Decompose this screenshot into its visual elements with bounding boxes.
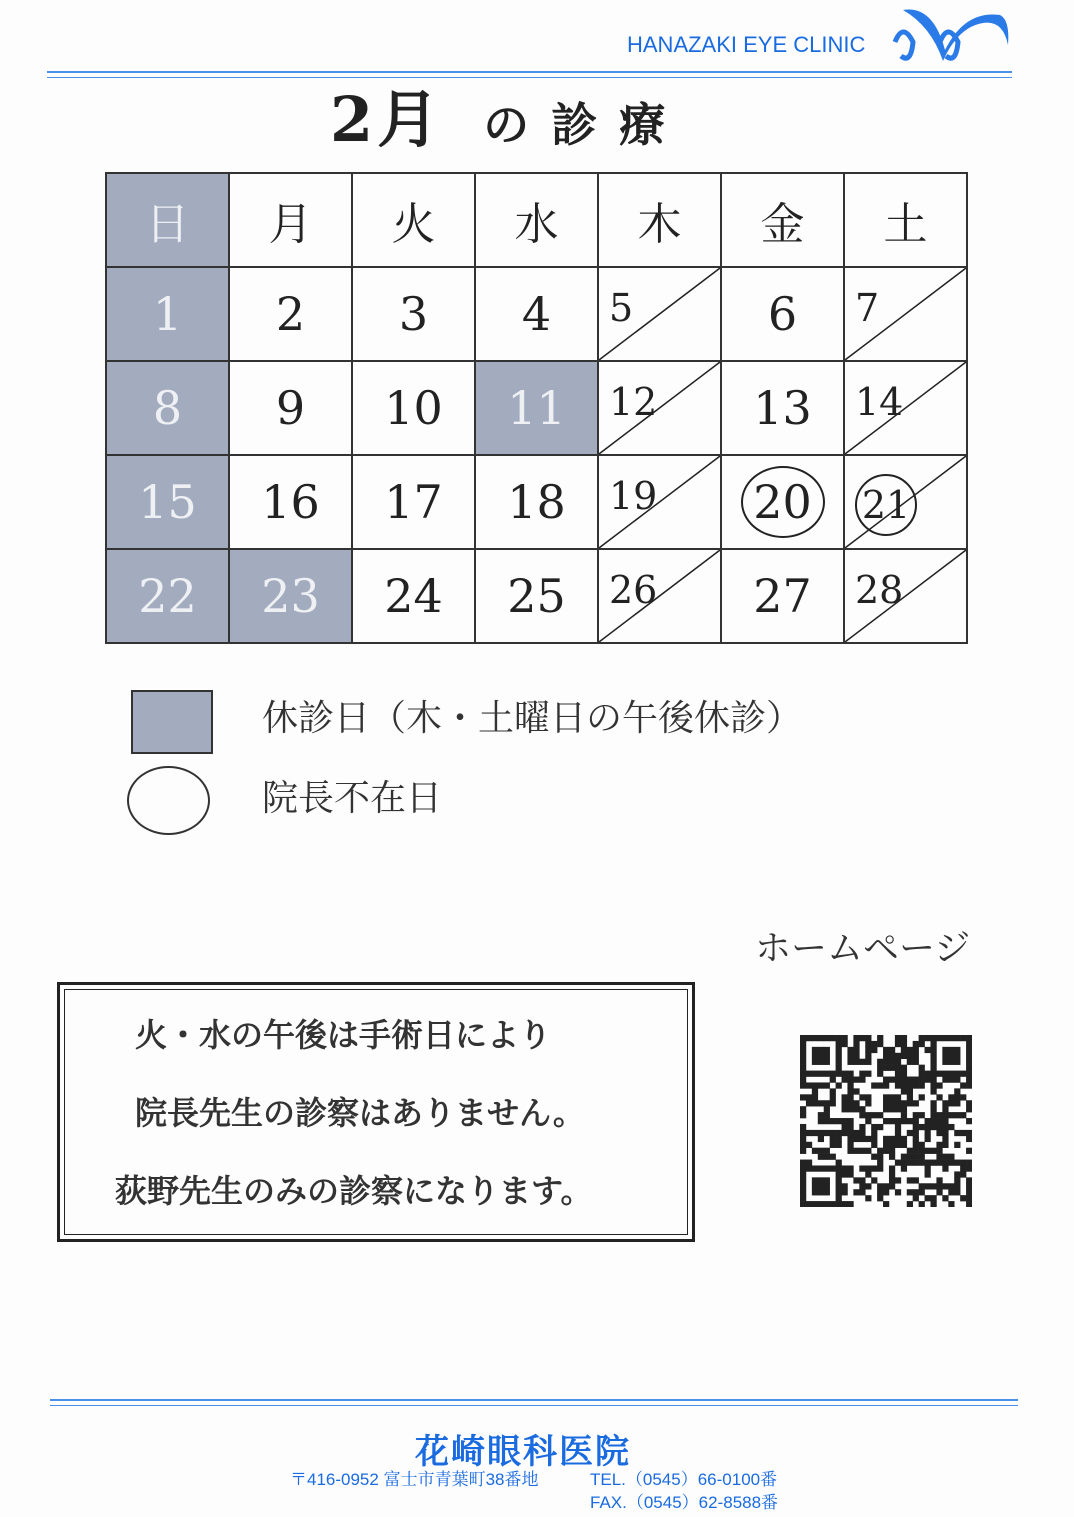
day-number: 26 [609, 568, 658, 612]
page-title [330, 70, 687, 159]
day-cell [721, 267, 844, 361]
day-cell [844, 361, 967, 455]
weekday-header: 水 [475, 173, 598, 267]
day-cell [229, 361, 352, 455]
day-number: 7 [855, 286, 880, 330]
week-row [106, 267, 967, 361]
absent-day-number: 20 [741, 466, 825, 538]
notice-line: 荻野先生のみの診察になります。 [115, 1172, 593, 1210]
title-rest: の診療 [483, 98, 688, 152]
day-number: 1 [152, 287, 183, 341]
day-number: 15 [138, 475, 197, 529]
footer-fax: FAX.（0545）62-8588番 [590, 1493, 779, 1512]
day-number: 18 [507, 475, 566, 529]
notice-line: 火・水の午後は手術日により [135, 1016, 552, 1054]
homepage-label: ホームページ [755, 928, 971, 969]
day-cell [229, 455, 352, 549]
day-cell [475, 267, 598, 361]
footer-rule [50, 1405, 1018, 1406]
day-cell [352, 267, 475, 361]
day-number: 16 [261, 475, 320, 529]
day-cell [598, 267, 721, 361]
week-row [106, 549, 967, 643]
day-cell [844, 455, 967, 549]
day-number: 13 [753, 381, 812, 435]
day-number: 23 [261, 569, 320, 623]
day-cell [598, 549, 721, 643]
homepage-qr-code-icon[interactable] [800, 1035, 972, 1207]
day-cell [475, 455, 598, 549]
day-number: 9 [275, 381, 306, 435]
day-cell [352, 361, 475, 455]
day-number: 11 [507, 381, 566, 435]
weekday-header: 火 [352, 173, 475, 267]
legend-closed-label: 休診日（木・土曜日の午後休診） [262, 698, 803, 739]
day-number: 4 [521, 287, 552, 341]
day-cell [352, 455, 475, 549]
absent-day-number: 21 [855, 474, 917, 536]
weekday-header: 金 [721, 173, 844, 267]
day-cell [229, 267, 352, 361]
day-number: 10 [384, 381, 443, 435]
day-cell [475, 361, 598, 455]
day-number: 24 [384, 569, 443, 623]
footer-tel: TEL.（0545）66-0100番 [590, 1470, 778, 1489]
day-cell [844, 267, 967, 361]
weekday-header: 日 [106, 173, 229, 267]
day-cell [106, 361, 229, 455]
week-row [106, 361, 967, 455]
day-number: 2 [275, 287, 306, 341]
day-number: 14 [855, 380, 904, 424]
day-cell [106, 549, 229, 643]
notice-line: 院長先生の診察はありません。 [135, 1094, 585, 1132]
day-number: 27 [753, 569, 812, 623]
day-number: 6 [767, 287, 798, 341]
day-number: 8 [152, 381, 183, 435]
day-cell [106, 455, 229, 549]
day-number: 12 [609, 380, 658, 424]
day-cell [721, 549, 844, 643]
day-cell [229, 549, 352, 643]
footer-rule [50, 1399, 1018, 1401]
clinic-logo-icon [885, 2, 1010, 70]
day-number: 25 [507, 569, 566, 623]
weekday-header-row [106, 173, 967, 267]
clinic-english-name: HANAZAKI EYE CLINIC [627, 32, 866, 57]
footer-clinic-name: 花崎眼科医院 [415, 1432, 631, 1472]
day-number: 3 [398, 287, 429, 341]
weekday-header: 木 [598, 173, 721, 267]
day-cell [598, 455, 721, 549]
weekday-header: 土 [844, 173, 967, 267]
day-number: 17 [384, 475, 443, 529]
title-month: 2月 [330, 83, 444, 156]
day-cell [475, 549, 598, 643]
day-number: 28 [855, 568, 904, 612]
day-number: 22 [138, 569, 197, 623]
day-cell [721, 455, 844, 549]
day-cell [352, 549, 475, 643]
week-row [106, 455, 967, 549]
day-cell [598, 361, 721, 455]
calendar-table [105, 172, 968, 644]
day-cell [844, 549, 967, 643]
legend-absent-label: 院長不在日 [262, 778, 443, 819]
legend-closed-swatch [131, 690, 213, 754]
weekday-header: 月 [229, 173, 352, 267]
day-number: 19 [609, 474, 658, 518]
day-cell [106, 267, 229, 361]
day-cell [721, 361, 844, 455]
legend-absent-circle [127, 766, 210, 835]
day-number: 5 [609, 286, 634, 330]
footer-address: 〒416-0952 富士市青葉町38番地 [290, 1470, 539, 1489]
